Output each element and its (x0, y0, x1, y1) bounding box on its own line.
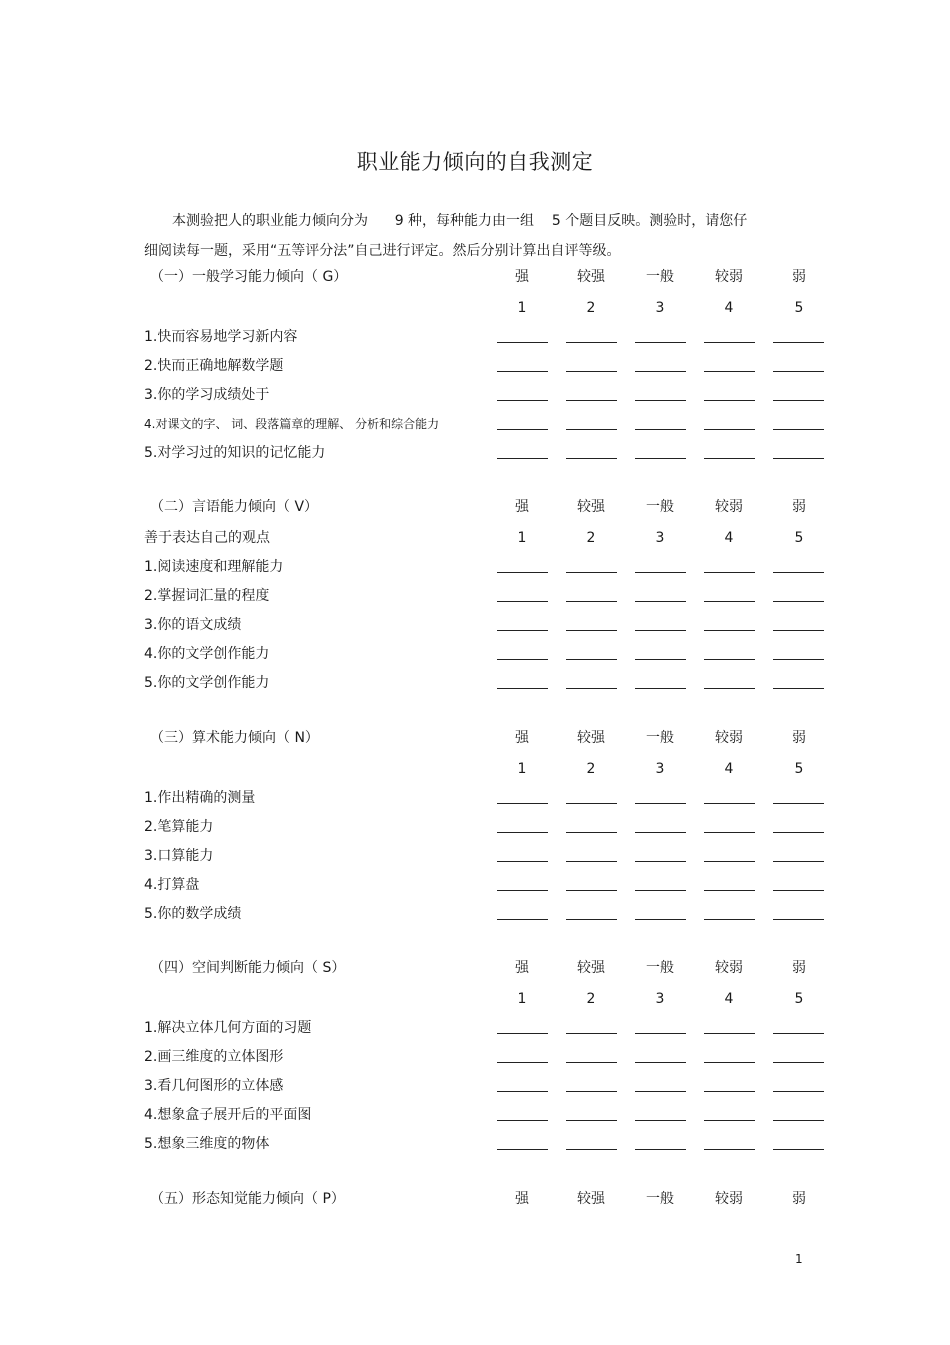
scale-number: 1 (517, 761, 527, 777)
rating-blank-5[interactable] (773, 1062, 824, 1063)
scale-number: 3 (655, 991, 665, 1007)
rating-blank-4[interactable] (704, 803, 755, 804)
rating-blank-4[interactable] (704, 919, 755, 920)
rating-blank-1[interactable] (497, 1091, 548, 1092)
section-heading: （四）空间判断能力倾向（ S） (150, 960, 346, 976)
rating-blank-3[interactable] (635, 1062, 686, 1063)
rating-blank-3[interactable] (635, 630, 686, 631)
rating-blank-1[interactable] (497, 1062, 548, 1063)
question-row (0, 384, 950, 406)
rating-blank-1[interactable] (497, 458, 548, 459)
rating-blank-5[interactable] (773, 1149, 824, 1150)
question-text: 2.画三维度的立体图形 (144, 1049, 284, 1065)
scale-number: 1 (517, 530, 527, 546)
rating-blank-4[interactable] (704, 601, 755, 602)
question-text: 1.快而容易地学习新内容 (144, 329, 298, 345)
question-text: 5.你的文学创作能力 (144, 675, 270, 691)
scale-label: 较强 (577, 1191, 605, 1207)
rating-blank-3[interactable] (635, 1149, 686, 1150)
rating-blank-3[interactable] (635, 572, 686, 573)
section-heading: （二）言语能力倾向（ V） (150, 499, 319, 515)
scale-label: 较强 (577, 499, 605, 515)
question-row (0, 1133, 950, 1155)
scale-label: 强 (515, 730, 529, 746)
rating-blank-2[interactable] (566, 688, 617, 689)
rating-blank-2[interactable] (566, 572, 617, 573)
scale-label: 弱 (792, 730, 806, 746)
rating-blank-4[interactable] (704, 630, 755, 631)
rating-blank-2[interactable] (566, 1149, 617, 1150)
rating-blank-1[interactable] (497, 601, 548, 602)
rating-blank-4[interactable] (704, 400, 755, 401)
question-row (0, 413, 950, 435)
rating-blank-3[interactable] (635, 601, 686, 602)
scale-label: 一般 (646, 730, 674, 746)
section-subheading: 善于表达自己的观点 (144, 530, 270, 546)
rating-blank-5[interactable] (773, 342, 824, 343)
scale-label: 强 (515, 499, 529, 515)
page-title: 职业能力倾向的自我测定 (356, 150, 594, 174)
rating-blank-3[interactable] (635, 342, 686, 343)
rating-blank-3[interactable] (635, 1120, 686, 1121)
scale-number: 3 (655, 530, 665, 546)
intro-line-2: 细阅读每一题，采用“五等评分法”自己进行评定。然后分别计算出自评等级。 (144, 243, 621, 259)
scale-number-row (0, 758, 950, 780)
question-row (0, 1075, 950, 1097)
scale-label: 强 (515, 269, 529, 285)
scale-label: 一般 (646, 960, 674, 976)
question-text: 1.作出精确的测量 (144, 790, 256, 806)
rating-blank-3[interactable] (635, 429, 686, 430)
rating-blank-5[interactable] (773, 601, 824, 602)
rating-blank-1[interactable] (497, 659, 548, 660)
rating-blank-4[interactable] (704, 890, 755, 891)
rating-blank-3[interactable] (635, 688, 686, 689)
rating-blank-3[interactable] (635, 803, 686, 804)
section-header (0, 496, 950, 518)
rating-blank-2[interactable] (566, 371, 617, 372)
rating-blank-3[interactable] (635, 458, 686, 459)
question-row (0, 355, 950, 377)
rating-blank-2[interactable] (566, 890, 617, 891)
scale-label: 强 (515, 1191, 529, 1207)
question-text: 5.你的数学成绩 (144, 906, 242, 922)
rating-blank-4[interactable] (704, 458, 755, 459)
question-row (0, 1104, 950, 1126)
question-text: 5.对学习过的知识的记忆能力 (144, 445, 326, 461)
scale-number: 2 (586, 530, 596, 546)
rating-blank-5[interactable] (773, 890, 824, 891)
rating-blank-1[interactable] (497, 1149, 548, 1150)
scale-label: 强 (515, 960, 529, 976)
rating-blank-3[interactable] (635, 659, 686, 660)
scale-number-row (0, 988, 950, 1010)
rating-blank-5[interactable] (773, 400, 824, 401)
question-text: 2.掌握词汇量的程度 (144, 588, 270, 604)
rating-blank-2[interactable] (566, 659, 617, 660)
rating-blank-2[interactable] (566, 400, 617, 401)
rating-blank-3[interactable] (635, 832, 686, 833)
scale-number: 3 (655, 761, 665, 777)
question-row (0, 326, 950, 348)
question-row (0, 816, 950, 838)
rating-blank-5[interactable] (773, 919, 824, 920)
question-row (0, 874, 950, 896)
rating-blank-4[interactable] (704, 1149, 755, 1150)
rating-blank-1[interactable] (497, 1033, 548, 1034)
rating-blank-2[interactable] (566, 803, 617, 804)
scale-number: 4 (724, 761, 734, 777)
question-text: 4.想象盒子展开后的平面图 (144, 1107, 312, 1123)
question-row (0, 672, 950, 694)
scale-number-row (0, 297, 950, 319)
rating-blank-4[interactable] (704, 659, 755, 660)
rating-blank-1[interactable] (497, 400, 548, 401)
rating-blank-5[interactable] (773, 572, 824, 573)
rating-blank-2[interactable] (566, 630, 617, 631)
rating-blank-5[interactable] (773, 1091, 824, 1092)
rating-blank-5[interactable] (773, 1033, 824, 1034)
rating-blank-2[interactable] (566, 1120, 617, 1121)
question-text: 2.笔算能力 (144, 819, 214, 835)
section-heading: （一）一般学习能力倾向（ G） (150, 269, 348, 285)
scale-number: 3 (655, 300, 665, 316)
scale-number: 2 (586, 991, 596, 1007)
scale-number: 4 (724, 991, 734, 1007)
page-number: 1 (795, 1252, 803, 1266)
section-heading: （三）算术能力倾向（ N） (150, 730, 319, 746)
scale-label: 较强 (577, 730, 605, 746)
scale-label: 较弱 (715, 269, 743, 285)
scale-label: 较弱 (715, 730, 743, 746)
rating-blank-5[interactable] (773, 458, 824, 459)
question-text: 5.想象三维度的物体 (144, 1136, 270, 1152)
question-row (0, 903, 950, 925)
question-text: 3.你的学习成绩处于 (144, 387, 270, 403)
rating-blank-1[interactable] (497, 429, 548, 430)
rating-blank-2[interactable] (566, 1062, 617, 1063)
question-row (0, 442, 950, 464)
rating-blank-3[interactable] (635, 1033, 686, 1034)
scale-label: 较弱 (715, 499, 743, 515)
scale-number-row (0, 527, 950, 549)
section-header (0, 266, 950, 288)
rating-blank-2[interactable] (566, 832, 617, 833)
section-header (0, 957, 950, 979)
rating-blank-4[interactable] (704, 832, 755, 833)
question-text: 4.对课文的字、 词、段落篇章的理解、 分析和综合能力 (144, 417, 440, 431)
question-text: 1.阅读速度和理解能力 (144, 559, 284, 575)
rating-blank-4[interactable] (704, 861, 755, 862)
rating-blank-1[interactable] (497, 803, 548, 804)
question-text: 3.你的语文成绩 (144, 617, 242, 633)
question-row (0, 643, 950, 665)
rating-blank-5[interactable] (773, 659, 824, 660)
rating-blank-4[interactable] (704, 572, 755, 573)
question-text: 4.打算盘 (144, 877, 200, 893)
rating-blank-4[interactable] (704, 1091, 755, 1092)
scale-number: 5 (794, 991, 804, 1007)
rating-blank-5[interactable] (773, 1120, 824, 1121)
rating-blank-2[interactable] (566, 429, 617, 430)
question-text: 3.口算能力 (144, 848, 214, 864)
section-heading: （五）形态知觉能力倾向（ P） (150, 1191, 345, 1207)
rating-blank-1[interactable] (497, 572, 548, 573)
rating-blank-3[interactable] (635, 919, 686, 920)
rating-blank-4[interactable] (704, 1033, 755, 1034)
question-row (0, 1046, 950, 1068)
rating-blank-2[interactable] (566, 1033, 617, 1034)
scale-label: 较弱 (715, 1191, 743, 1207)
scale-number: 5 (794, 530, 804, 546)
question-text: 3.看几何图形的立体感 (144, 1078, 284, 1094)
section-header (0, 1188, 950, 1210)
rating-blank-1[interactable] (497, 919, 548, 920)
rating-blank-1[interactable] (497, 890, 548, 891)
scale-label: 较强 (577, 960, 605, 976)
rating-blank-3[interactable] (635, 861, 686, 862)
scale-label: 弱 (792, 1191, 806, 1207)
scale-label: 一般 (646, 269, 674, 285)
question-text: 4.你的文学创作能力 (144, 646, 270, 662)
rating-blank-5[interactable] (773, 803, 824, 804)
rating-blank-2[interactable] (566, 1091, 617, 1092)
rating-blank-5[interactable] (773, 688, 824, 689)
scale-number: 1 (517, 991, 527, 1007)
rating-blank-2[interactable] (566, 601, 617, 602)
rating-blank-2[interactable] (566, 861, 617, 862)
scale-number: 4 (724, 300, 734, 316)
rating-blank-4[interactable] (704, 342, 755, 343)
question-row (0, 845, 950, 867)
question-row (0, 556, 950, 578)
rating-blank-1[interactable] (497, 861, 548, 862)
rating-blank-3[interactable] (635, 890, 686, 891)
question-row (0, 1017, 950, 1039)
question-row (0, 614, 950, 636)
question-row (0, 787, 950, 809)
rating-blank-1[interactable] (497, 832, 548, 833)
rating-blank-4[interactable] (704, 429, 755, 430)
scale-label: 一般 (646, 499, 674, 515)
rating-blank-2[interactable] (566, 919, 617, 920)
section-header (0, 727, 950, 749)
scale-number: 2 (586, 300, 596, 316)
rating-blank-1[interactable] (497, 371, 548, 372)
rating-blank-5[interactable] (773, 429, 824, 430)
scale-label: 弱 (792, 269, 806, 285)
scale-label: 较弱 (715, 960, 743, 976)
scale-number: 1 (517, 300, 527, 316)
rating-blank-3[interactable] (635, 400, 686, 401)
rating-blank-1[interactable] (497, 688, 548, 689)
scale-label: 弱 (792, 960, 806, 976)
rating-blank-1[interactable] (497, 1120, 548, 1121)
rating-blank-2[interactable] (566, 458, 617, 459)
rating-blank-2[interactable] (566, 342, 617, 343)
rating-blank-1[interactable] (497, 342, 548, 343)
intro-line-1: 本测验把人的职业能力倾向分为 9 种，每种能力由一组 5 个题目反映。测验时，请您仔 (172, 213, 748, 229)
scale-number: 4 (724, 530, 734, 546)
rating-blank-3[interactable] (635, 1091, 686, 1092)
rating-blank-4[interactable] (704, 371, 755, 372)
scale-label: 较强 (577, 269, 605, 285)
question-text: 2.快而正确地解数学题 (144, 358, 284, 374)
rating-blank-5[interactable] (773, 371, 824, 372)
rating-blank-5[interactable] (773, 832, 824, 833)
rating-blank-4[interactable] (704, 688, 755, 689)
question-text: 1.解决立体几何方面的习题 (144, 1020, 312, 1036)
rating-blank-3[interactable] (635, 371, 686, 372)
rating-blank-5[interactable] (773, 630, 824, 631)
rating-blank-5[interactable] (773, 861, 824, 862)
scale-number: 2 (586, 761, 596, 777)
question-row (0, 585, 950, 607)
rating-blank-1[interactable] (497, 630, 548, 631)
rating-blank-4[interactable] (704, 1062, 755, 1063)
scale-number: 5 (794, 300, 804, 316)
scale-number: 5 (794, 761, 804, 777)
rating-blank-4[interactable] (704, 1120, 755, 1121)
scale-label: 弱 (792, 499, 806, 515)
scale-label: 一般 (646, 1191, 674, 1207)
